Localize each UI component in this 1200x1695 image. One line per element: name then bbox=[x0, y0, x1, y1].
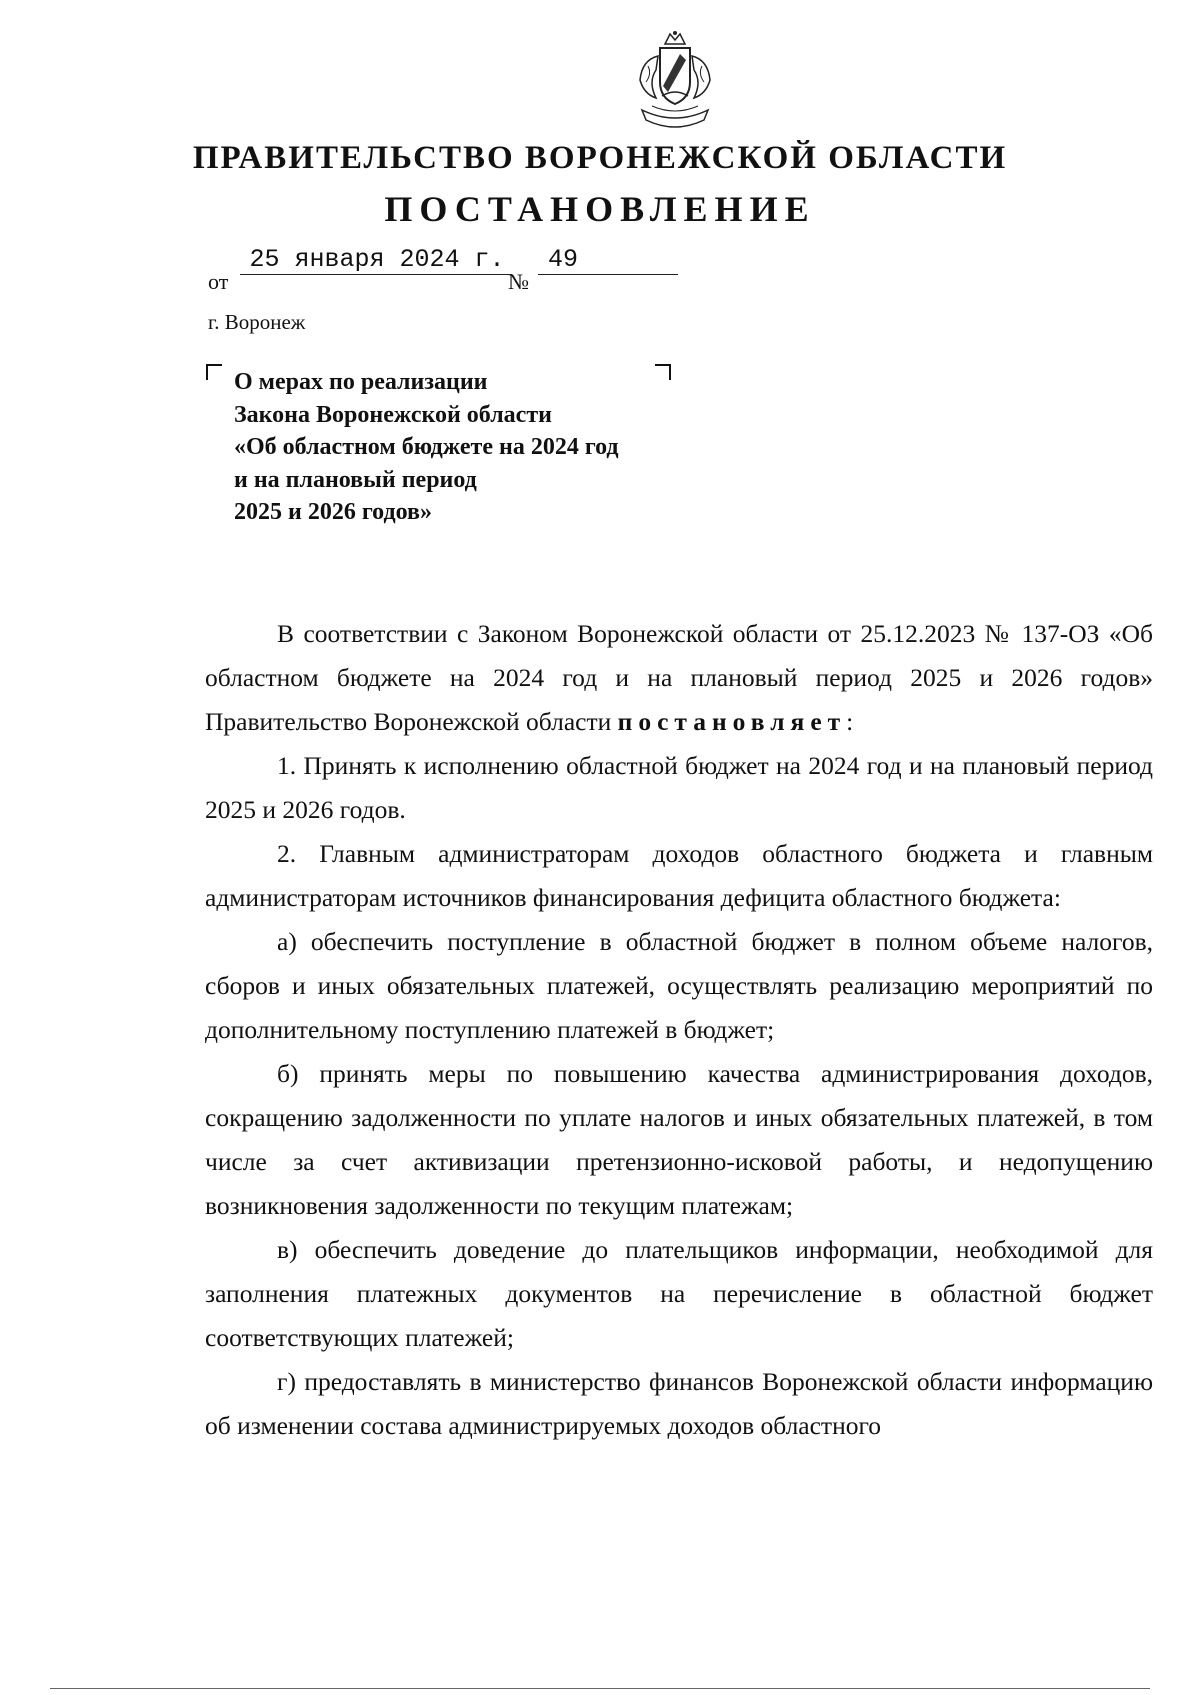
subject-corner-left bbox=[206, 364, 222, 380]
subject-line: О мерах по реализации bbox=[234, 369, 488, 395]
number-prefix: № bbox=[508, 269, 529, 294]
body-paragraph: г) предоставлять в министерство финансов Воронежской области информацию об изменении состава администрируемых доходов областного bbox=[205, 1367, 1153, 1440]
organization-name: ПРАВИТЕЛЬСТВО ВОРОНЕЖСКОЙ ОБЛАСТИ bbox=[192, 140, 1008, 176]
subject-line: 2025 и 2026 годов» bbox=[234, 499, 432, 525]
document-body bbox=[205, 612, 1153, 1448]
preamble-keyword: постановляет bbox=[617, 707, 847, 736]
preamble-text: В соответствии с Законом Воронежской области от 25.12.2023 № 137-ОЗ «Об областном бюджете на 2024 год и на плановый период 2025 и 2026 годов» Правительство Воронежской области bbox=[205, 619, 1153, 736]
document-subject bbox=[234, 366, 754, 529]
document-type: ПОСТАНОВЛЕНИЕ bbox=[384, 189, 816, 229]
document-number: 49 bbox=[548, 245, 579, 274]
preamble-end: : bbox=[846, 707, 854, 736]
date-number-line bbox=[208, 245, 678, 295]
subject-line: и на плановый период bbox=[234, 466, 477, 493]
date-underline bbox=[240, 274, 512, 275]
date-prefix: от bbox=[208, 269, 229, 294]
page-bottom-rule bbox=[50, 1688, 1150, 1689]
body-paragraph: а) обеспечить поступление в областной бюджет в полном объеме налогов, сборов и иных обязательных платежей, осуществлять реализацию мероприятий по дополнительному поступлению платежей в бюджет; bbox=[205, 927, 1153, 1044]
document-date: 25 января 2024 г. bbox=[249, 245, 505, 274]
body-paragraph: 2. Главным администраторам доходов областного бюджета и главным администраторам источников финансирования дефицита областного бюджета: bbox=[205, 839, 1153, 912]
preamble-paragraph bbox=[205, 612, 1153, 744]
subject-line: «Об областном бюджете на 2024 год bbox=[234, 434, 619, 460]
body-paragraph: в) обеспечить доведение до плательщиков информации, необходимой для заполнения платежных документов на перечисление в областной бюджет соответствующих платежей; bbox=[205, 1235, 1153, 1352]
body-paragraph: 1. Принять к исполнению областной бюджет на 2024 год и на плановый период 2025 и 2026 годов. bbox=[205, 751, 1153, 824]
number-underline bbox=[538, 274, 678, 275]
body-paragraph: б) принять меры по повышению качества администрирования доходов, сокращению задолженности по уплате налогов и иных обязательных платежей, в том числе за счет активизации претензионно-исковой работы, и недопущению возникновения задолженности по текущим платежам; bbox=[205, 1059, 1153, 1220]
subject-line: Закона Воронежской области bbox=[234, 401, 552, 428]
city-label: г. Воронеж bbox=[208, 310, 306, 334]
coat-of-arms-icon bbox=[630, 30, 720, 135]
